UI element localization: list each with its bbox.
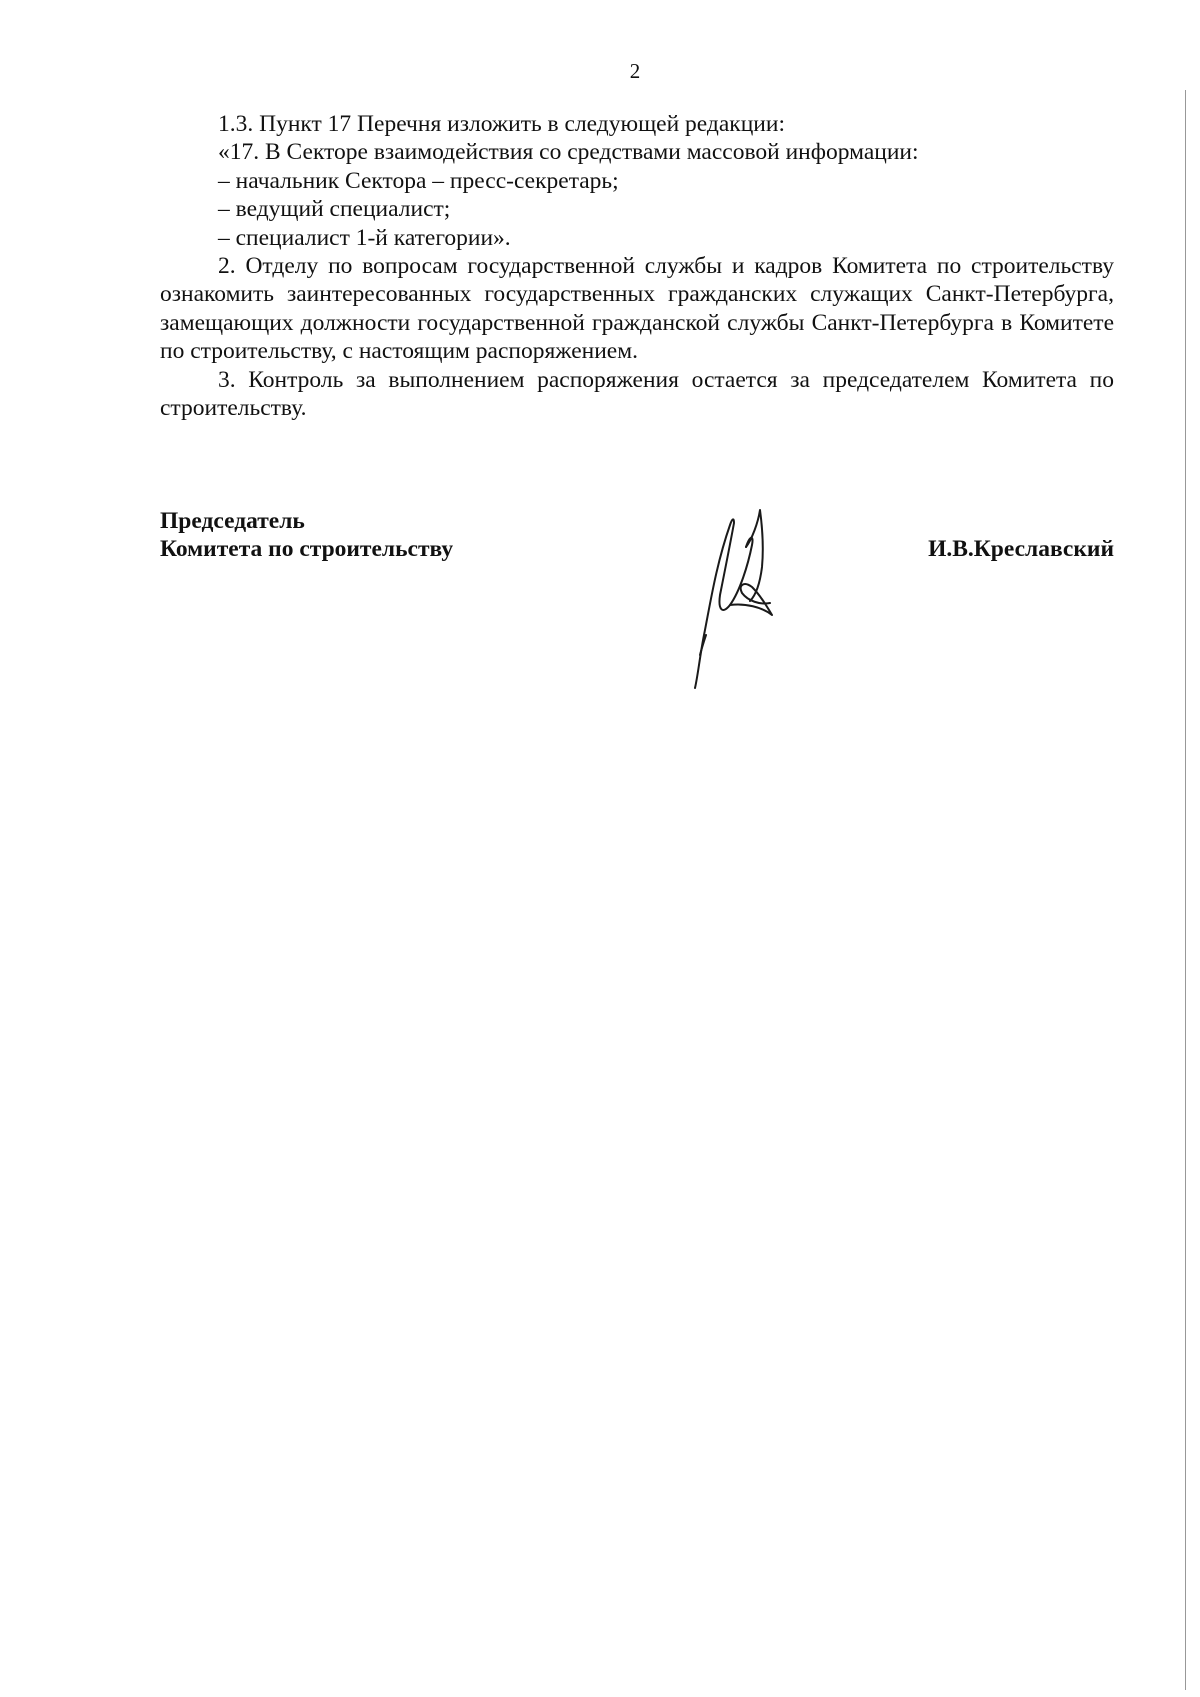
paragraph-1-3: 1.3. Пункт 17 Перечня изложить в следующей редакции: xyxy=(218,111,785,137)
signature-block xyxy=(160,507,1114,564)
document-body xyxy=(160,110,1114,422)
paragraph-3: 3. Контроль за выполнением распоряжения остается за председателем Комитета по строительству. xyxy=(160,366,1114,422)
paragraph-2: 2. Отделу по вопросам государственной службы и кадров Комитета по строительству ознакомить заинтересованных государственных гражданских служащих Санкт-Петербурга, замещающих должности государственной гражданской службы Санкт-Петербурга в Комитете по строительству, с настоящим распоряжением. xyxy=(160,253,1114,365)
page-number: 2 xyxy=(629,59,641,83)
handwritten-signature xyxy=(690,505,810,695)
signatory-name: И.В.Креславский xyxy=(928,536,1114,563)
signatory-title-line-2: Комитета по строительству xyxy=(160,536,454,563)
list-item-specialist-1st-category: – специалист 1-й категории». xyxy=(218,224,511,251)
scan-edge-line xyxy=(1185,90,1186,1690)
list-item-head-of-sector: – начальник Сектора – пресс-секретарь; xyxy=(218,167,619,194)
list-item-leading-specialist: – ведущий специалист; xyxy=(218,196,451,223)
signatory-title-line-1: Председатель xyxy=(160,508,305,534)
paragraph-quote-17: «17. В Секторе взаимодействия со средствами массовой информации: xyxy=(218,139,919,166)
